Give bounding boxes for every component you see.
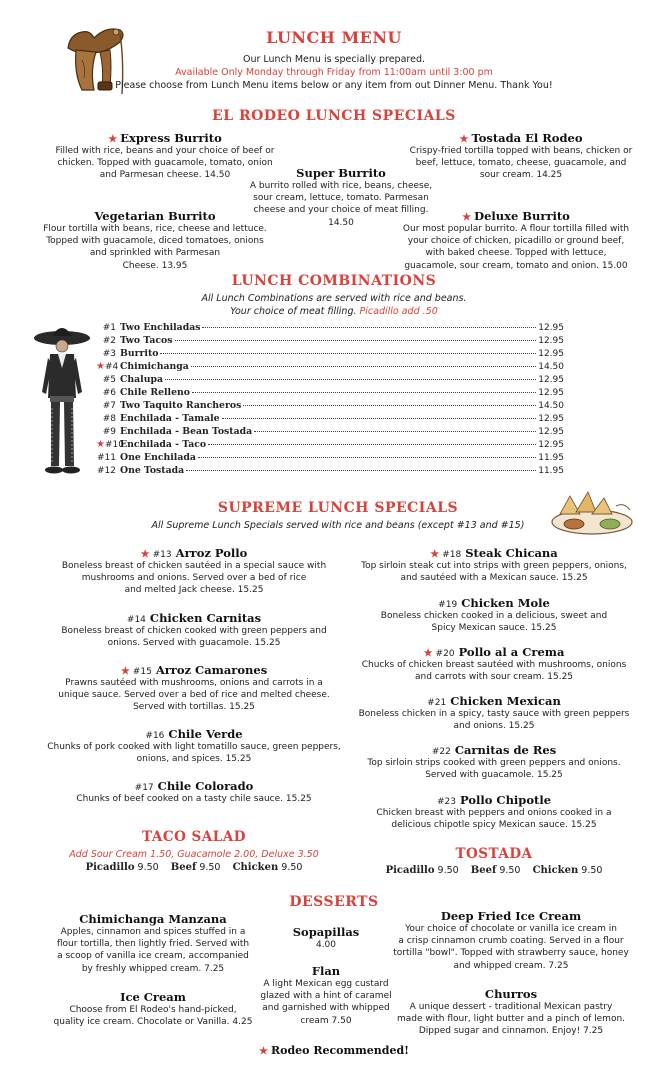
chicken-label: Chicken bbox=[232, 862, 279, 873]
tostada-prices bbox=[354, 865, 634, 876]
star-icon: ★ bbox=[120, 666, 130, 677]
beef-label: Beef bbox=[470, 865, 497, 876]
taco-salad-sub: Add Sour Cream 1.50, Guacamole 2.00, Deluxe 3.50 bbox=[69, 849, 319, 860]
dessert-name: Chimichanga Manzana bbox=[79, 912, 227, 926]
dessert-desc-3: a scoop of vanilla ice cream, accompanied bbox=[57, 951, 249, 962]
item-number: #23 bbox=[436, 797, 456, 807]
tostada-el-rodeo-desc-1: Crispy-fried tortilla topped with beans, chicken or bbox=[409, 146, 633, 156]
star-icon: ★ bbox=[459, 134, 469, 145]
combo-price: 11.95 bbox=[538, 453, 564, 463]
dessert-desc-2: a crisp cinnamon crumb coating. Served in a flour bbox=[398, 936, 624, 947]
item-desc-1: Chucks of chicken breast sautéed with mushrooms, onions bbox=[361, 660, 627, 670]
desserts-title: DESSERTS bbox=[289, 894, 379, 910]
combo-price: 14.50 bbox=[538, 362, 564, 372]
item-desc-1: Boneless chicken cooked in a delicious, sweet and bbox=[380, 611, 608, 621]
dessert-desc-2: glazed with a hint of caramel bbox=[260, 991, 392, 1002]
super-burrito-desc-2: sour cream, lettuce, tomato. Parmesan bbox=[253, 193, 429, 204]
combo-name: Enchilada - Taco bbox=[120, 439, 207, 450]
item-number: #20 bbox=[435, 649, 455, 659]
dessert-desc-4: by freshly whipped cream. 7.25 bbox=[81, 963, 225, 974]
item-desc-3: and melted Jack cheese. 15.25 bbox=[124, 585, 264, 596]
combo-price: 12.95 bbox=[538, 414, 564, 424]
express-burrito-desc-1: Filled with rice, beans and your choice of beef or bbox=[55, 146, 275, 156]
leader-dots bbox=[222, 418, 537, 419]
leader-dots bbox=[202, 327, 536, 328]
dessert-desc-2: flour tortilla, then lightly fried. Served with bbox=[56, 939, 250, 950]
vegetarian-burrito-desc-1: Flour tortilla with beans, rice, cheese and lettuce. bbox=[43, 224, 267, 234]
chicken-price: 9.50 bbox=[281, 862, 303, 873]
item-desc-2: onions, and spices. 15.25 bbox=[136, 754, 252, 765]
item-desc-2: unique sauce. Served over a bed of rice and melted cheese. bbox=[58, 690, 330, 701]
dessert-desc-1: A light Mexican egg custard bbox=[263, 979, 389, 989]
item-number: #15 bbox=[132, 667, 152, 677]
supreme-item-15 bbox=[44, 663, 344, 714]
combo-name: Two Taquito Rancheros bbox=[120, 400, 242, 411]
combo-row bbox=[96, 452, 564, 465]
supreme-item-22 bbox=[354, 743, 634, 781]
combo-number: #11 bbox=[97, 453, 116, 463]
deluxe-burrito-desc-1: Our most popular burrito. A flour tortilla filled with bbox=[402, 224, 630, 234]
supreme-item-23 bbox=[354, 793, 634, 831]
star-icon: ★ bbox=[423, 648, 433, 659]
item-desc-2: onions. Served with guacamole. 15.25 bbox=[107, 638, 281, 649]
item-desc-1: Boneless chicken in a spicy, tasty sauce with green peppers bbox=[358, 709, 630, 719]
item-desc-1: Prawns sautéed with mushrooms, onions and carrots in a bbox=[65, 678, 323, 688]
supreme-item-13 bbox=[44, 546, 344, 597]
dessert-flan bbox=[246, 964, 406, 1027]
item-desc-2: and sautéed with a Mexican sauce. 15.25 bbox=[400, 573, 588, 584]
deluxe-burrito-desc-4: guacamole, sour cream, tomato and onion. 15.00 bbox=[404, 260, 628, 271]
item-desc-2: Spicy Mexican sauce. 15.25 bbox=[431, 623, 557, 634]
dessert-desc-4: and whipped cream. 7.25 bbox=[453, 960, 569, 971]
item-number: #21 bbox=[427, 698, 447, 708]
combo-number: #5 bbox=[102, 375, 116, 385]
combo-number: #9 bbox=[102, 427, 116, 437]
dessert-desc-4: cream 7.50 bbox=[300, 1015, 352, 1026]
star-icon: ★ bbox=[108, 134, 118, 145]
combo-row bbox=[96, 387, 564, 400]
dessert-desc-1: Choose from El Rodeo's hand-picked, bbox=[69, 1005, 237, 1015]
combo-name: Chile Relleno bbox=[120, 387, 190, 398]
combo-price: 12.95 bbox=[538, 336, 564, 346]
dessert-name: Churros bbox=[484, 987, 538, 1001]
supreme-item-16 bbox=[44, 727, 344, 765]
star-icon: ★ bbox=[259, 1046, 268, 1057]
super-burrito-desc-1: A burrito rolled with rice, beans, cheese, bbox=[249, 181, 433, 191]
dessert-price: 4.00 bbox=[315, 940, 337, 950]
star-icon: ★ bbox=[430, 549, 440, 560]
item-number: #18 bbox=[442, 550, 462, 560]
rodeo-recommended-text: Rodeo Recommended! bbox=[270, 1044, 409, 1057]
dessert-desc-1: Your choice of chocolate or vanilla ice cream in bbox=[405, 924, 617, 934]
combinations-sub-2-text: Your choice of meat filling. bbox=[230, 306, 357, 317]
combo-row bbox=[96, 465, 564, 478]
supreme-item-18 bbox=[354, 546, 634, 584]
dessert-name: Deep Fried Ice Cream bbox=[440, 909, 582, 923]
item-desc-1: Boneless breast of chicken sautéed in a special sauce with bbox=[61, 561, 327, 571]
combo-number: #1 bbox=[102, 323, 116, 333]
item-name: Steak Chicana bbox=[465, 546, 558, 560]
item-name: Arroz Camarones bbox=[155, 663, 268, 677]
item-number: #14 bbox=[126, 615, 146, 625]
combo-number bbox=[96, 439, 124, 450]
combo-price: 12.95 bbox=[538, 440, 564, 450]
star-icon: ★ bbox=[96, 439, 105, 450]
combo-price: 12.95 bbox=[538, 323, 564, 333]
item-name: Chicken Mole bbox=[461, 596, 550, 610]
combo-name: One Enchilada bbox=[120, 452, 196, 463]
item-desc-1: Chunks of pork cooked with light tomatillo sauce, green peppers, bbox=[47, 742, 341, 752]
header-line-2: Available Only Monday through Friday from 11:00am until 3:00 pm bbox=[175, 67, 493, 78]
item-name: Carnitas de Res bbox=[454, 743, 557, 757]
express-burrito-name: Express Burrito bbox=[120, 131, 222, 145]
item-desc-2: mushrooms and onions. Served over a bed of rice bbox=[81, 573, 307, 584]
supreme-item-19 bbox=[354, 596, 634, 634]
combo-name: Chalupa bbox=[120, 374, 163, 385]
tostada-title: TOSTADA bbox=[455, 846, 533, 862]
item-name: Chicken Mexican bbox=[450, 694, 561, 708]
combo-number: #12 bbox=[97, 466, 116, 476]
dessert-churros bbox=[386, 987, 636, 1038]
item-desc-1: Chunks of beef cooked on a tasty chile sauce. 15.25 bbox=[76, 794, 312, 804]
star-icon: ★ bbox=[462, 212, 472, 223]
item-desc-2: and onions. 15.25 bbox=[453, 721, 535, 732]
vegetarian-burrito-name: Vegetarian Burrito bbox=[94, 209, 216, 223]
combo-row bbox=[96, 426, 564, 439]
vegetarian-burrito bbox=[30, 209, 280, 272]
combo-number-text: #4 bbox=[104, 362, 119, 372]
dessert-ice-cream bbox=[40, 990, 266, 1028]
item-name: Pollo al a Crema bbox=[458, 645, 565, 659]
deluxe-burrito bbox=[396, 209, 636, 272]
item-desc-1: Top sirloin steak cut into strips with green peppers, onions, bbox=[361, 561, 627, 571]
item-desc-2: and carrots with sour cream. 15.25 bbox=[414, 672, 574, 683]
super-burrito-desc-4: 14.50 bbox=[328, 217, 354, 228]
star-icon: ★ bbox=[96, 361, 105, 372]
item-desc-3: Served with tortillas. 15.25 bbox=[133, 702, 255, 713]
item-desc-1: Boneless breast of chicken cooked with green peppers and bbox=[61, 626, 327, 636]
combo-row bbox=[96, 413, 564, 426]
deluxe-burrito-name: Deluxe Burrito bbox=[474, 209, 570, 223]
combo-number: #3 bbox=[102, 349, 116, 359]
express-burrito-desc-3: and Parmesan cheese. 14.50 bbox=[99, 170, 231, 181]
picadillo-label: Picadillo bbox=[385, 865, 435, 876]
combo-name: One Tostada bbox=[120, 465, 185, 476]
dessert-desc-2: quality ice cream. Chocolate or Vanilla. 4.25 bbox=[53, 1017, 253, 1028]
lunch-menu-title: LUNCH MENU bbox=[266, 28, 402, 47]
dessert-desc-2: made with flour, light butter and a pinch of lemon. bbox=[396, 1014, 626, 1025]
supreme-sub: All Supreme Lunch Specials served with rice and beans (except #13 and #15) bbox=[151, 520, 525, 531]
header-line-3: Please choose from Lunch Menu items below or any item from out Dinner Menu. Thank You! bbox=[115, 80, 553, 91]
combo-row bbox=[96, 374, 564, 387]
dessert-name: Ice Cream bbox=[120, 990, 186, 1004]
item-desc-1: Chicken breast with peppers and onions cooked in a bbox=[376, 808, 612, 818]
tostada-el-rodeo bbox=[396, 131, 646, 182]
combo-name: Chimichanga bbox=[120, 361, 189, 372]
tostada-el-rodeo-name: Tostada El Rodeo bbox=[471, 131, 583, 145]
chicken-price: 9.50 bbox=[581, 865, 603, 876]
dessert-desc-1: A unique dessert - traditional Mexican pastry bbox=[409, 1002, 613, 1012]
charro-illustration bbox=[32, 318, 92, 478]
combinations-sub-1: All Lunch Combinations are served with rice and beans. bbox=[201, 293, 467, 304]
picadillo-price: 9.50 bbox=[437, 865, 459, 876]
taco-salad-title: TACO SALAD bbox=[142, 829, 246, 845]
combo-row bbox=[96, 400, 564, 413]
combo-row bbox=[96, 335, 564, 348]
dessert-desc-3: tortilla "bowl". Topped with strawberry sauce, honey bbox=[393, 948, 629, 959]
dessert-name: Flan bbox=[311, 964, 341, 978]
combo-number bbox=[96, 361, 119, 372]
item-number: #13 bbox=[152, 550, 172, 560]
combo-number: #7 bbox=[102, 401, 116, 411]
item-desc-2: Served with guacamole. 15.25 bbox=[425, 770, 563, 781]
combo-name: Burrito bbox=[120, 348, 159, 359]
lunch-specials-title: EL RODEO LUNCH SPECIALS bbox=[212, 108, 456, 124]
combo-name: Enchilada - Bean Tostada bbox=[120, 426, 253, 437]
combo-number-text: #10 bbox=[104, 440, 124, 450]
combo-row bbox=[96, 348, 564, 361]
item-number: #17 bbox=[134, 783, 154, 793]
leader-dots bbox=[198, 457, 536, 458]
dessert-desc-1: Apples, cinnamon and spices stuffed in a bbox=[60, 927, 246, 937]
item-number: #22 bbox=[431, 747, 451, 757]
leader-dots bbox=[191, 366, 536, 367]
supreme-item-14 bbox=[44, 611, 344, 649]
picadillo-note: Picadillo add .50 bbox=[359, 306, 438, 317]
combo-price: 12.95 bbox=[538, 375, 564, 385]
rodeo-recommended-legend bbox=[0, 1044, 668, 1057]
deluxe-burrito-desc-2: your choice of chicken, picadillo or ground beef, bbox=[407, 236, 625, 247]
combo-name: Enchilada - Tamale bbox=[120, 413, 220, 424]
dessert-desc-3: Dipped sugar and cinnamon. Enjoy! 7.25 bbox=[418, 1026, 604, 1037]
combinations-sub-2 bbox=[0, 306, 668, 317]
beef-price: 9.50 bbox=[499, 865, 521, 876]
taco-salad-prices bbox=[44, 862, 344, 873]
item-name: Pollo Chipotle bbox=[460, 793, 552, 807]
item-name: Chile Colorado bbox=[157, 779, 254, 793]
combo-number: #2 bbox=[102, 336, 116, 346]
beef-label: Beef bbox=[170, 862, 197, 873]
combo-name: Two Tacos bbox=[120, 335, 173, 346]
supreme-item-17 bbox=[44, 779, 344, 805]
picadillo-price: 9.50 bbox=[137, 862, 159, 873]
item-number: #16 bbox=[145, 731, 165, 741]
express-burrito-desc-2: chicken. Topped with guacamole, tomato, onion bbox=[57, 158, 273, 169]
chicken-label: Chicken bbox=[532, 865, 579, 876]
header-line-1: Our Lunch Menu is specially prepared. bbox=[242, 54, 425, 65]
star-icon: ★ bbox=[140, 549, 150, 560]
combo-price: 12.95 bbox=[538, 388, 564, 398]
dessert-chimichanga-manzana bbox=[40, 912, 266, 975]
lunch-combinations-title: LUNCH COMBINATIONS bbox=[231, 273, 437, 289]
combo-number: #6 bbox=[102, 388, 116, 398]
combo-number: #8 bbox=[102, 414, 116, 424]
picadillo-label: Picadillo bbox=[85, 862, 135, 873]
dessert-desc-3: and garnished with whipped bbox=[262, 1003, 390, 1014]
item-name: Arroz Pollo bbox=[175, 546, 248, 560]
leader-dots bbox=[243, 405, 536, 406]
supreme-specials-title: SUPREME LUNCH SPECIALS bbox=[217, 500, 459, 516]
deluxe-burrito-desc-3: with baked cheese. Topped with lettuce, bbox=[425, 248, 607, 259]
leader-dots bbox=[165, 379, 536, 380]
leader-dots bbox=[192, 392, 536, 393]
item-name: Chicken Carnitas bbox=[149, 611, 262, 625]
super-burrito-name: Super Burrito bbox=[296, 166, 386, 180]
combo-price: 14.50 bbox=[538, 401, 564, 411]
vegetarian-burrito-desc-2: Topped with guacamole, diced tomatoes, onions bbox=[46, 236, 264, 247]
vegetarian-burrito-desc-4: Cheese. 13.95 bbox=[122, 260, 188, 271]
combo-price: 12.95 bbox=[538, 427, 564, 437]
leader-dots bbox=[208, 444, 536, 445]
item-desc-1: Top sirloin strips cooked with green peppers and onions. bbox=[367, 758, 621, 768]
item-name: Chile Verde bbox=[168, 727, 243, 741]
dessert-deep-fried-ice-cream bbox=[386, 909, 636, 972]
combo-price: 11.95 bbox=[538, 466, 564, 476]
vegetarian-burrito-desc-3: and sprinkled with Parmesan bbox=[89, 248, 221, 259]
supreme-item-21 bbox=[354, 694, 634, 732]
tostada-el-rodeo-desc-2: beef, lettuce, tomato, cheese, guacamole, and bbox=[415, 158, 627, 169]
super-burrito-desc-3: cheese and your choice of meat filling. bbox=[253, 205, 429, 216]
leader-dots bbox=[186, 470, 536, 471]
item-number: #19 bbox=[438, 600, 458, 610]
tostada-el-rodeo-desc-3: sour cream. 14.25 bbox=[479, 170, 563, 181]
dessert-name: Sopapillas bbox=[292, 925, 360, 939]
leader-dots bbox=[175, 340, 537, 341]
combo-row bbox=[96, 439, 564, 452]
combo-price: 12.95 bbox=[538, 349, 564, 359]
leader-dots bbox=[160, 353, 536, 354]
beef-price: 9.50 bbox=[199, 862, 221, 873]
combo-name: Two Enchiladas bbox=[120, 322, 201, 333]
leader-dots bbox=[254, 431, 536, 432]
combo-row bbox=[96, 361, 564, 374]
combo-row bbox=[96, 322, 564, 335]
supreme-item-20 bbox=[354, 645, 634, 683]
dessert-sopapillas bbox=[266, 925, 386, 951]
item-desc-2: delicious chipotle spicy Mexican sauce. 15.25 bbox=[391, 820, 597, 831]
